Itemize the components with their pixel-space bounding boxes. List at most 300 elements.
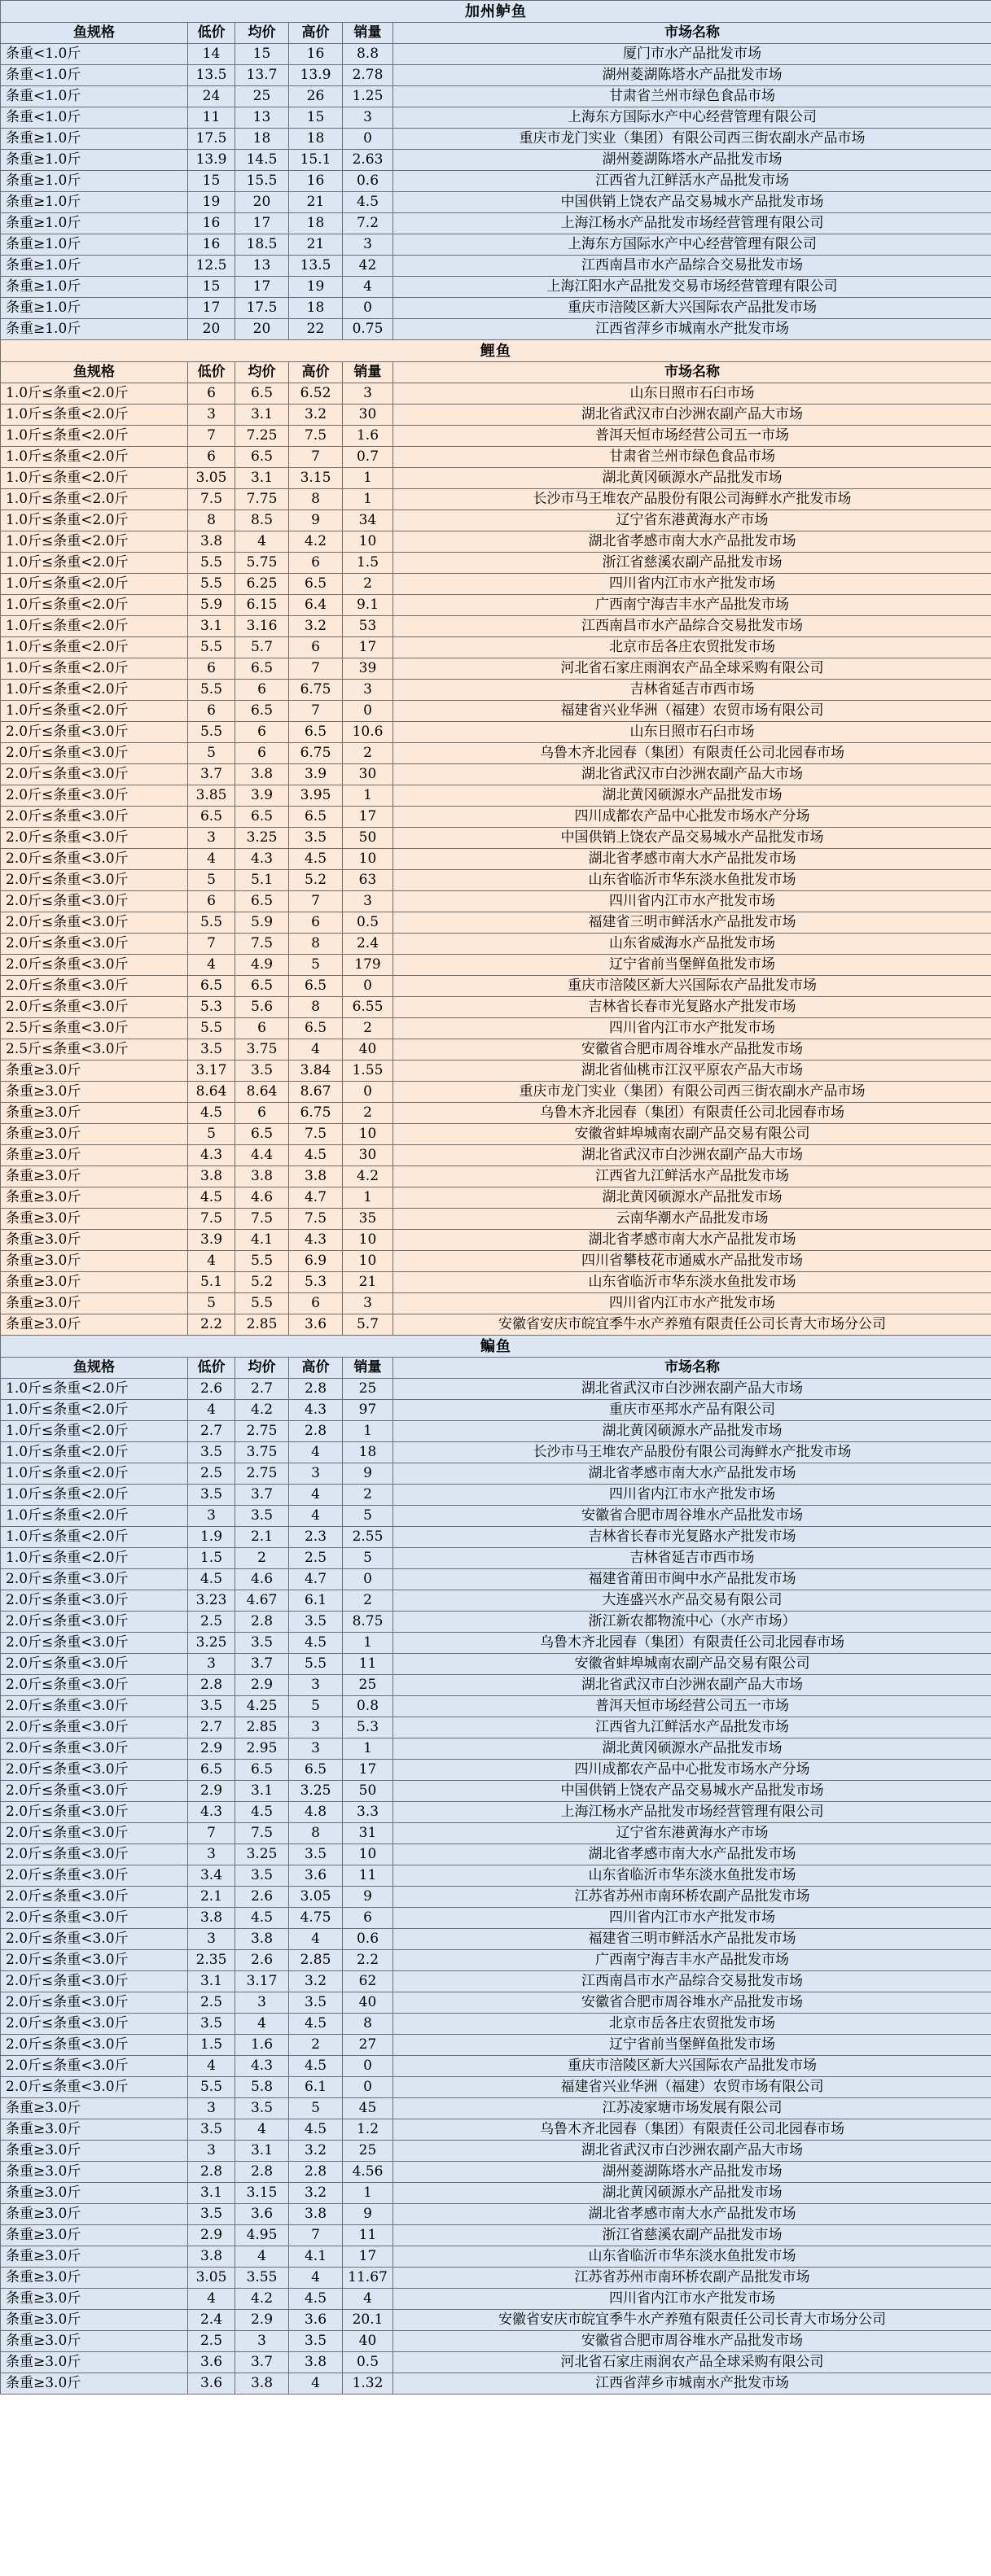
table-row xyxy=(1,1717,991,1738)
avg-price-cell: 3.8 xyxy=(235,2373,289,2394)
volume-cell: 10 xyxy=(343,1251,393,1272)
volume-cell: 1 xyxy=(343,489,393,510)
market-name-cell: 重庆市涪陵区新大兴国际农产品批发市场 xyxy=(393,976,991,997)
high-price-cell: 3.5 xyxy=(289,1844,343,1865)
market-name-cell: 吉林省长春市光复路水产批发市场 xyxy=(393,997,991,1018)
spec-cell: 2.0斤≤条重<3.0斤 xyxy=(1,891,188,912)
spec-cell: 1.0斤≤条重<2.0斤 xyxy=(1,553,188,574)
section-title: 鲤鱼 xyxy=(1,340,991,362)
market-name-cell: 湖北省孝感市南大水产品批发市场 xyxy=(393,2204,991,2225)
spec-cell: 1.0斤≤条重<2.0斤 xyxy=(1,405,188,426)
spec-cell: 条重≥3.0斤 xyxy=(1,2352,188,2373)
high-price-cell: 3.05 xyxy=(289,1887,343,1908)
high-price-cell: 7.5 xyxy=(289,1209,343,1230)
low-price-cell: 3.6 xyxy=(188,2373,235,2394)
spec-cell: 2.0斤≤条重<3.0斤 xyxy=(1,1633,188,1654)
low-price-cell: 3.5 xyxy=(188,2014,235,2035)
table-row xyxy=(1,1823,991,1844)
volume-cell: 1 xyxy=(343,785,393,807)
spec-cell: 2.5斤≤条重<3.0斤 xyxy=(1,1039,188,1061)
high-price-cell: 4.5 xyxy=(289,2056,343,2077)
market-name-cell: 浙江省慈溪农副产品批发市场 xyxy=(393,553,991,574)
high-price-cell: 3.5 xyxy=(289,1992,343,2014)
market-name-cell: 江西省九江鲜活水产品批发市场 xyxy=(393,1166,991,1187)
spec-cell: 2.0斤≤条重<3.0斤 xyxy=(1,934,188,955)
avg-price-cell: 3.75 xyxy=(235,1442,289,1463)
volume-cell: 179 xyxy=(343,955,393,976)
market-name-cell: 中国供销上饶农产品交易城水产品批发市场 xyxy=(393,828,991,849)
table-row xyxy=(1,2268,991,2289)
table-row xyxy=(1,2331,991,2352)
spec-cell: 1.0斤≤条重<2.0斤 xyxy=(1,510,188,531)
high-price-cell: 18 xyxy=(289,213,343,234)
low-price-cell: 2.6 xyxy=(188,1379,235,1400)
table-row xyxy=(1,2204,991,2225)
spec-cell: 2.0斤≤条重<3.0斤 xyxy=(1,1590,188,1612)
table-row xyxy=(1,107,991,129)
avg-price-cell: 3.5 xyxy=(235,2098,289,2119)
avg-price-cell: 3.9 xyxy=(235,785,289,807)
high-price-cell: 7 xyxy=(289,447,343,468)
market-name-cell: 湖北省孝感市南大水产品批发市场 xyxy=(393,531,991,553)
market-name-cell: 湖北省孝感市南大水产品批发市场 xyxy=(393,1844,991,1865)
avg-price-cell: 3.8 xyxy=(235,1929,289,1950)
high-price-cell: 2.5 xyxy=(289,1548,343,1569)
low-price-cell: 4 xyxy=(188,1251,235,1272)
high-price-cell: 13.5 xyxy=(289,256,343,277)
volume-cell: 2 xyxy=(343,1485,393,1506)
avg-price-cell: 3.17 xyxy=(235,1971,289,1992)
avg-price-cell: 4 xyxy=(235,2119,289,2141)
high-price-cell: 9 xyxy=(289,510,343,531)
market-name-cell: 长沙市马王堆农产品股份有限公司海鲜水产批发市场 xyxy=(393,1442,991,1463)
low-price-cell: 3.25 xyxy=(188,1633,235,1654)
volume-cell: 0.6 xyxy=(343,1929,393,1950)
market-name-cell: 湖北省武汉市白沙洲农副产品大市场 xyxy=(393,1675,991,1696)
table-row xyxy=(1,2014,991,2035)
table-row xyxy=(1,1760,991,1781)
low-price-cell: 2.2 xyxy=(188,1314,235,1336)
header-low-price: 低价 xyxy=(188,362,235,383)
spec-cell: 1.0斤≤条重<2.0斤 xyxy=(1,616,188,637)
high-price-cell: 3.2 xyxy=(289,616,343,637)
spec-cell: 2.0斤≤条重<3.0斤 xyxy=(1,2077,188,2098)
table-row xyxy=(1,2373,991,2394)
table-row xyxy=(1,1293,991,1314)
volume-cell: 45 xyxy=(343,2098,393,2119)
table-row xyxy=(1,277,991,298)
section-title-row xyxy=(1,1336,991,1358)
spec-cell: 1.0斤≤条重<2.0斤 xyxy=(1,595,188,616)
market-name-cell: 广西南宁海吉丰水产品批发市场 xyxy=(393,1950,991,1971)
volume-cell: 50 xyxy=(343,1781,393,1802)
spec-cell: 条重≥3.0斤 xyxy=(1,2225,188,2246)
high-price-cell: 3.2 xyxy=(289,405,343,426)
volume-cell: 1 xyxy=(343,1633,393,1654)
low-price-cell: 5.5 xyxy=(188,553,235,574)
volume-cell: 8 xyxy=(343,2014,393,2035)
high-price-cell: 3.25 xyxy=(289,1781,343,1802)
low-price-cell: 2.5 xyxy=(188,2331,235,2352)
spec-cell: 条重≥3.0斤 xyxy=(1,1187,188,1209)
avg-price-cell: 17.5 xyxy=(235,298,289,319)
market-name-cell: 浙江省慈溪农副产品批发市场 xyxy=(393,2225,991,2246)
low-price-cell: 3 xyxy=(188,405,235,426)
low-price-cell: 7 xyxy=(188,1823,235,1844)
spec-cell: 2.0斤≤条重<3.0斤 xyxy=(1,1971,188,1992)
volume-cell: 25 xyxy=(343,1379,393,1400)
avg-price-cell: 3.15 xyxy=(235,2183,289,2204)
spec-cell: 条重≥3.0斤 xyxy=(1,2162,188,2183)
high-price-cell: 6.75 xyxy=(289,1103,343,1124)
spec-cell: 条重<1.0斤 xyxy=(1,65,188,86)
volume-cell: 35 xyxy=(343,1209,393,1230)
high-price-cell: 5.5 xyxy=(289,1654,343,1675)
volume-cell: 30 xyxy=(343,405,393,426)
low-price-cell: 3 xyxy=(188,2141,235,2162)
spec-cell: 2.0斤≤条重<3.0斤 xyxy=(1,785,188,807)
avg-price-cell: 3.8 xyxy=(235,764,289,785)
volume-cell: 0.75 xyxy=(343,319,393,340)
volume-cell: 40 xyxy=(343,1039,393,1061)
high-price-cell: 8 xyxy=(289,1823,343,1844)
table-row xyxy=(1,2289,991,2310)
low-price-cell: 13.5 xyxy=(188,65,235,86)
avg-price-cell: 6.5 xyxy=(235,807,289,828)
avg-price-cell: 6 xyxy=(235,1018,289,1039)
high-price-cell: 4.75 xyxy=(289,1908,343,1929)
volume-cell: 10 xyxy=(343,531,393,553)
avg-price-cell: 18.5 xyxy=(235,234,289,256)
table-row xyxy=(1,1145,991,1166)
spec-cell: 条重≥3.0斤 xyxy=(1,1103,188,1124)
low-price-cell: 2.1 xyxy=(188,1887,235,1908)
market-name-cell: 厦门市水产品批发市场 xyxy=(393,44,991,65)
low-price-cell: 19 xyxy=(188,192,235,213)
table-row xyxy=(1,65,991,86)
avg-price-cell: 2.7 xyxy=(235,1379,289,1400)
high-price-cell: 21 xyxy=(289,192,343,213)
avg-price-cell: 6.5 xyxy=(235,1760,289,1781)
low-price-cell: 3.8 xyxy=(188,1166,235,1187)
table-row xyxy=(1,1865,991,1887)
low-price-cell: 11 xyxy=(188,107,235,129)
market-name-cell: 江苏凌家塘市场发展有限公司 xyxy=(393,2098,991,2119)
volume-cell: 2.55 xyxy=(343,1527,393,1548)
high-price-cell: 4 xyxy=(289,2373,343,2394)
high-price-cell: 3.84 xyxy=(289,1061,343,1082)
volume-cell: 1 xyxy=(343,2183,393,2204)
table-row xyxy=(1,1569,991,1590)
spec-cell: 2.0斤≤条重<3.0斤 xyxy=(1,1823,188,1844)
spec-cell: 2.0斤≤条重<3.0斤 xyxy=(1,764,188,785)
volume-cell: 17 xyxy=(343,1760,393,1781)
table-row xyxy=(1,1018,991,1039)
low-price-cell: 3 xyxy=(188,1506,235,1527)
header-spec: 鱼规格 xyxy=(1,1358,188,1379)
market-name-cell: 湖北黄冈硕源水产品批发市场 xyxy=(393,468,991,489)
market-name-cell: 上海江杨水产品批发市场经营管理有限公司 xyxy=(393,1802,991,1823)
spec-cell: 条重≥1.0斤 xyxy=(1,277,188,298)
spec-cell: 2.0斤≤条重<3.0斤 xyxy=(1,955,188,976)
high-price-cell: 7 xyxy=(289,658,343,680)
spec-cell: 2.0斤≤条重<3.0斤 xyxy=(1,2035,188,2056)
table-row xyxy=(1,1272,991,1293)
table-row xyxy=(1,2162,991,2183)
low-price-cell: 2.5 xyxy=(188,1463,235,1485)
spec-cell: 条重≥3.0斤 xyxy=(1,1166,188,1187)
avg-price-cell: 2.1 xyxy=(235,1527,289,1548)
spec-cell: 2.0斤≤条重<3.0斤 xyxy=(1,1696,188,1717)
spec-cell: 2.0斤≤条重<3.0斤 xyxy=(1,1908,188,1929)
market-name-cell: 辽宁省前当堡鲜鱼批发市场 xyxy=(393,955,991,976)
high-price-cell: 6.9 xyxy=(289,1251,343,1272)
low-price-cell: 2.7 xyxy=(188,1717,235,1738)
high-price-cell: 4.3 xyxy=(289,1230,343,1251)
header-avg-price: 均价 xyxy=(235,23,289,44)
volume-cell: 2 xyxy=(343,1590,393,1612)
header-high-price: 高价 xyxy=(289,362,343,383)
volume-cell: 2 xyxy=(343,574,393,595)
high-price-cell: 4.5 xyxy=(289,2289,343,2310)
volume-cell: 5.3 xyxy=(343,1717,393,1738)
low-price-cell: 13.9 xyxy=(188,150,235,171)
avg-price-cell: 14.5 xyxy=(235,150,289,171)
market-name-cell: 甘肃省兰州市绿色食品市场 xyxy=(393,86,991,107)
low-price-cell: 3.23 xyxy=(188,1590,235,1612)
table-row xyxy=(1,86,991,107)
table-row xyxy=(1,1950,991,1971)
avg-price-cell: 4.2 xyxy=(235,1400,289,1421)
low-price-cell: 4 xyxy=(188,2056,235,2077)
avg-price-cell: 6.5 xyxy=(235,701,289,722)
market-name-cell: 河北省石家庄雨润农产品全球采购有限公司 xyxy=(393,2352,991,2373)
high-price-cell: 7 xyxy=(289,2225,343,2246)
spec-cell: 条重<1.0斤 xyxy=(1,86,188,107)
low-price-cell: 3.5 xyxy=(188,1039,235,1061)
avg-price-cell: 2.75 xyxy=(235,1421,289,1442)
low-price-cell: 5.5 xyxy=(188,637,235,658)
market-name-cell: 中国供销上饶农产品交易城水产品批发市场 xyxy=(393,1781,991,1802)
market-name-cell: 湖北省武汉市白沙洲农副产品大市场 xyxy=(393,2141,991,2162)
volume-cell: 17 xyxy=(343,637,393,658)
avg-price-cell: 4.4 xyxy=(235,1145,289,1166)
high-price-cell: 7.5 xyxy=(289,1124,343,1145)
market-name-cell: 湖北省武汉市白沙洲农副产品大市场 xyxy=(393,1379,991,1400)
market-name-cell: 北京市岳各庄农贸批发市场 xyxy=(393,637,991,658)
high-price-cell: 6.75 xyxy=(289,743,343,764)
spec-cell: 条重≥1.0斤 xyxy=(1,171,188,192)
low-price-cell: 5 xyxy=(188,870,235,891)
avg-price-cell: 6 xyxy=(235,680,289,701)
table-row xyxy=(1,1209,991,1230)
table-row xyxy=(1,44,991,65)
high-price-cell: 3.8 xyxy=(289,1166,343,1187)
table-row xyxy=(1,1230,991,1251)
volume-cell: 40 xyxy=(343,1992,393,2014)
market-name-cell: 江西省萍乡市城南水产批发市场 xyxy=(393,2373,991,2394)
volume-cell: 11 xyxy=(343,1865,393,1887)
low-price-cell: 2.8 xyxy=(188,1675,235,1696)
header-market-name: 市场名称 xyxy=(393,362,991,383)
market-name-cell: 山东日照市石臼市场 xyxy=(393,722,991,743)
high-price-cell: 5.3 xyxy=(289,1272,343,1293)
volume-cell: 0 xyxy=(343,976,393,997)
spec-cell: 1.0斤≤条重<2.0斤 xyxy=(1,1463,188,1485)
avg-price-cell: 3.5 xyxy=(235,1061,289,1082)
low-price-cell: 20 xyxy=(188,319,235,340)
spec-cell: 2.0斤≤条重<3.0斤 xyxy=(1,1844,188,1865)
avg-price-cell: 3.1 xyxy=(235,2141,289,2162)
spec-cell: 1.0斤≤条重<2.0斤 xyxy=(1,637,188,658)
market-name-cell: 湖北黄冈硕源水产品批发市场 xyxy=(393,2183,991,2204)
volume-cell: 1.2 xyxy=(343,2119,393,2141)
volume-cell: 10 xyxy=(343,849,393,870)
volume-cell: 6 xyxy=(343,1908,393,1929)
market-name-cell: 四川省内江市水产批发市场 xyxy=(393,574,991,595)
market-name-cell: 湖北省孝感市南大水产品批发市场 xyxy=(393,1463,991,1485)
avg-price-cell: 3.7 xyxy=(235,1654,289,1675)
volume-cell: 3 xyxy=(343,1293,393,1314)
avg-price-cell: 5.6 xyxy=(235,997,289,1018)
low-price-cell: 2.35 xyxy=(188,1950,235,1971)
high-price-cell: 3.2 xyxy=(289,2141,343,2162)
avg-price-cell: 13 xyxy=(235,107,289,129)
high-price-cell: 3.5 xyxy=(289,828,343,849)
spec-cell: 2.0斤≤条重<3.0斤 xyxy=(1,997,188,1018)
low-price-cell: 14 xyxy=(188,44,235,65)
table-row xyxy=(1,828,991,849)
volume-cell: 1.32 xyxy=(343,2373,393,2394)
market-name-cell: 福建省三明市鲜活水产品批发市场 xyxy=(393,912,991,934)
market-name-cell: 山东省临沂市华东淡水鱼批发市场 xyxy=(393,870,991,891)
low-price-cell: 3.5 xyxy=(188,1485,235,1506)
market-name-cell: 重庆市涪陵区新大兴国际农产品批发市场 xyxy=(393,298,991,319)
spec-cell: 条重≥3.0斤 xyxy=(1,2268,188,2289)
header-volume: 销量 xyxy=(343,23,393,44)
avg-price-cell: 2.75 xyxy=(235,1463,289,1485)
high-price-cell: 4 xyxy=(289,1485,343,1506)
spec-cell: 条重<1.0斤 xyxy=(1,107,188,129)
spec-cell: 条重≥1.0斤 xyxy=(1,298,188,319)
volume-cell: 8.75 xyxy=(343,1612,393,1633)
market-name-cell: 四川省内江市水产批发市场 xyxy=(393,1485,991,1506)
market-name-cell: 北京市岳各庄农贸批发市场 xyxy=(393,2014,991,2035)
volume-cell: 3 xyxy=(343,383,393,405)
table-row xyxy=(1,997,991,1018)
table-row xyxy=(1,510,991,531)
spec-cell: 2.0斤≤条重<3.0斤 xyxy=(1,912,188,934)
low-price-cell: 2.9 xyxy=(188,1781,235,1802)
avg-price-cell: 6.5 xyxy=(235,976,289,997)
high-price-cell: 7 xyxy=(289,701,343,722)
high-price-cell: 2.8 xyxy=(289,1379,343,1400)
avg-price-cell: 4.1 xyxy=(235,1230,289,1251)
high-price-cell: 3 xyxy=(289,1717,343,1738)
low-price-cell: 4 xyxy=(188,955,235,976)
low-price-cell: 5.3 xyxy=(188,997,235,1018)
market-name-cell: 长沙市马王堆农产品股份有限公司海鲜水产批发市场 xyxy=(393,489,991,510)
low-price-cell: 8 xyxy=(188,510,235,531)
low-price-cell: 2.7 xyxy=(188,1421,235,1442)
spec-cell: 1.0斤≤条重<2.0斤 xyxy=(1,531,188,553)
high-price-cell: 6.5 xyxy=(289,1760,343,1781)
spec-cell: 1.0斤≤条重<2.0斤 xyxy=(1,383,188,405)
high-price-cell: 4 xyxy=(289,1442,343,1463)
low-price-cell: 3.5 xyxy=(188,2204,235,2225)
volume-cell: 1.5 xyxy=(343,553,393,574)
volume-cell: 1 xyxy=(343,468,393,489)
high-price-cell: 7 xyxy=(289,891,343,912)
avg-price-cell: 5.9 xyxy=(235,912,289,934)
high-price-cell: 8 xyxy=(289,934,343,955)
avg-price-cell: 15 xyxy=(235,44,289,65)
volume-cell: 8.8 xyxy=(343,44,393,65)
volume-cell: 7.2 xyxy=(343,213,393,234)
header-spec: 鱼规格 xyxy=(1,362,188,383)
volume-cell: 11 xyxy=(343,2225,393,2246)
volume-cell: 0 xyxy=(343,1082,393,1103)
low-price-cell: 12.5 xyxy=(188,256,235,277)
table-row xyxy=(1,1314,991,1336)
low-price-cell: 4.3 xyxy=(188,1145,235,1166)
market-name-cell: 安徽省蚌埠城南农副产品交易有限公司 xyxy=(393,1124,991,1145)
avg-price-cell: 4.5 xyxy=(235,1908,289,1929)
avg-price-cell: 3.25 xyxy=(235,1844,289,1865)
high-price-cell: 6.52 xyxy=(289,383,343,405)
spec-cell: 1.0斤≤条重<2.0斤 xyxy=(1,574,188,595)
low-price-cell: 3.4 xyxy=(188,1865,235,1887)
table-row xyxy=(1,785,991,807)
market-name-cell: 普洱天恒市场经营公司五一市场 xyxy=(393,1696,991,1717)
volume-cell: 53 xyxy=(343,616,393,637)
market-name-cell: 湖北省武汉市白沙洲农副产品大市场 xyxy=(393,405,991,426)
table-row xyxy=(1,1929,991,1950)
table-row xyxy=(1,2310,991,2331)
low-price-cell: 17 xyxy=(188,298,235,319)
market-name-cell: 安徽省合肥市周谷堆水产品批发市场 xyxy=(393,2331,991,2352)
volume-cell: 0 xyxy=(343,2077,393,2098)
table-row xyxy=(1,1992,991,2014)
table-row xyxy=(1,468,991,489)
avg-price-cell: 13.7 xyxy=(235,65,289,86)
low-price-cell: 3.5 xyxy=(188,1696,235,1717)
volume-cell: 1.55 xyxy=(343,1061,393,1082)
table-row xyxy=(1,680,991,701)
spec-cell: 2.0斤≤条重<3.0斤 xyxy=(1,1887,188,1908)
high-price-cell: 15 xyxy=(289,107,343,129)
high-price-cell: 4.3 xyxy=(289,1400,343,1421)
avg-price-cell: 2.95 xyxy=(235,1738,289,1760)
volume-cell: 5.7 xyxy=(343,1314,393,1336)
avg-price-cell: 2.9 xyxy=(235,1675,289,1696)
high-price-cell: 4.5 xyxy=(289,2014,343,2035)
high-price-cell: 4 xyxy=(289,1506,343,1527)
table-row xyxy=(1,489,991,510)
volume-cell: 9 xyxy=(343,1887,393,1908)
volume-cell: 2 xyxy=(343,1018,393,1039)
low-price-cell: 3 xyxy=(188,2098,235,2119)
high-price-cell: 3.8 xyxy=(289,2352,343,2373)
table-row xyxy=(1,2141,991,2162)
table-row xyxy=(1,234,991,256)
avg-price-cell: 6.5 xyxy=(235,891,289,912)
low-price-cell: 5.5 xyxy=(188,2077,235,2098)
avg-price-cell: 6.5 xyxy=(235,658,289,680)
spec-cell: 条重≥3.0斤 xyxy=(1,2310,188,2331)
market-name-cell: 江西南昌市水产品综合交易批发市场 xyxy=(393,256,991,277)
volume-cell: 9.1 xyxy=(343,595,393,616)
